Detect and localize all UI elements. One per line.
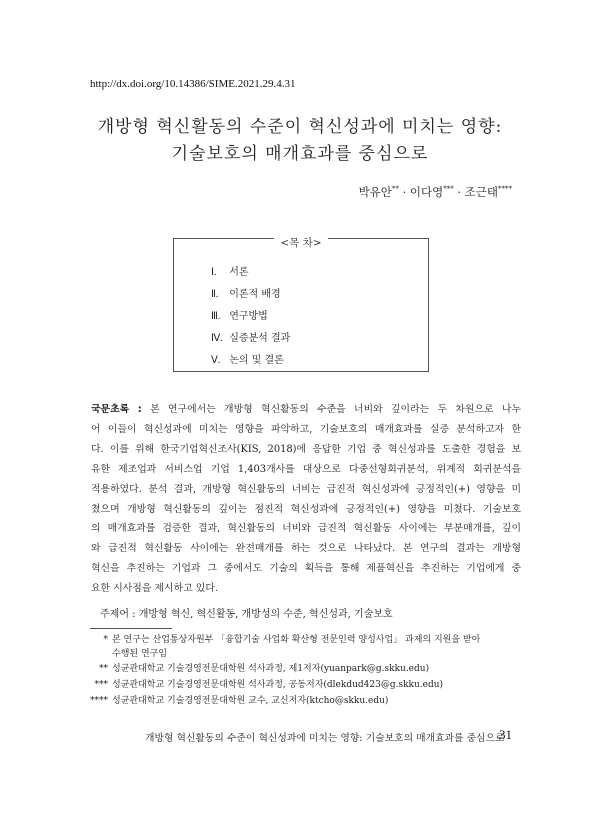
toc-item-number: Ⅳ. [211, 333, 223, 344]
author-list [359, 184, 512, 200]
abstract-line [91, 400, 521, 420]
paper-title-line-2: 기술보호의 매개효과를 중심으로 [171, 144, 429, 164]
toc-item-label: 서론 [229, 267, 249, 278]
doi-link[interactable]: http://dx.doi.org/10.14386/SIME.2021.29.4.31 [90, 78, 296, 90]
toc-item-label: 실증분석 결과 [229, 333, 291, 344]
abstract-text: 본 연구에서는 개방형 혁신활동의 수준을 너비와 깊이라는 두 차원으로 나누 [150, 404, 521, 415]
footnote-mark: * [103, 635, 108, 645]
keywords: 주제어 : 개방형 혁신, 혁신활동, 개방성의 수준, 혁신성과, 기술보호 [100, 609, 393, 620]
footnote-text: 본 연구는 산업통상자원부 「융합기술 사업화 확산형 전문인력 양성사업」 과제의 지원을 받아 [112, 635, 481, 645]
footnote [84, 695, 388, 708]
running-head: 개방형 혁신활동의 수준이 혁신성과에 미치는 영향: 기술보호의 매개효과를 중심으로 [145, 733, 505, 744]
footnote-text: 성균관대학교 기술경영전문대학원 교수, 교신저자(ktcho@skku.edu) [112, 696, 389, 706]
toc-title: <목 차> [274, 237, 327, 249]
toc-item [211, 307, 268, 322]
abstract-line: 다. 이를 위해 한국기업혁신조사(KIS, 2018)에 응답한 기업 중 혁신성과를 도출한 경험을 보 [91, 443, 521, 455]
author-mark: **** [498, 185, 512, 193]
abstract [91, 400, 521, 599]
abstract-line: 의 매개효과를 검증한 결과, 혁신활동의 너비와 급진적 혁신활동 사이에는 부분매개를, 깊이 [91, 523, 521, 535]
abstract-line: 유한 제조업과 서비스업 기업 1,403개사를 대상으로 다중선형회귀분석, 위계적 회귀분석을 [91, 463, 521, 475]
footnote [98, 634, 480, 647]
footnote [88, 679, 443, 692]
abstract-line: 적용하였다. 분석 결과, 개방형 혁신활동의 너비는 급진적 혁신성과에 긍정적인(+) 영향을 미 [91, 483, 521, 495]
toc-item-number: Ⅲ. [211, 311, 221, 322]
page-number: 31 [499, 727, 512, 742]
abstract-line: 와 급진적 혁신활동 사이에는 완전매개를 하는 것으로 나타났다. 본 연구의 결과는 개방형 [91, 543, 521, 555]
author-separator: · [402, 185, 407, 199]
footnote-text: 성균관대학교 기술경영전문대학원 석사과정, 제1저자(yuanpark@g.skku.edu) [112, 664, 430, 674]
abstract-label: 국문초록 : [91, 404, 142, 415]
author-mark: *** [443, 185, 454, 193]
footnote-text: 성균관대학교 기술경영전문대학원 석사과정, 공동저자(dlekdud423@g.skku.edu) [112, 680, 444, 690]
toc-item [211, 263, 249, 278]
toc-item-label: 논의 및 결론 [229, 355, 284, 366]
table-of-contents [173, 238, 429, 372]
abstract-line: 혁신을 추진하는 기업과 그 중에서도 기술의 획득을 통해 제품혁신을 추진하는 기업에게 중 [91, 563, 521, 575]
toc-item [211, 285, 281, 300]
toc-item [211, 351, 284, 366]
abstract-line: 쳤으며 개방형 혁신활동의 깊이는 점진적 혁신성과에 긍정적인(+) 영향을 미쳤다. 기술보호 [91, 503, 521, 515]
footnote-mark: *** [94, 680, 108, 690]
footnote-mark: **** [90, 696, 108, 706]
author-name: 이다영 [409, 185, 444, 199]
toc-item-number: Ⅴ. [211, 355, 221, 366]
toc-item [211, 329, 290, 344]
abstract-line: 요한 시사점을 제시하고 있다. [91, 583, 219, 595]
toc-item-label: 이론적 배경 [229, 289, 281, 300]
footnote-mark: ** [99, 664, 108, 674]
footnote-continuation: 수행된 연구임 [112, 649, 168, 659]
footnote [88, 663, 429, 676]
toc-item-number: Ⅱ. [211, 289, 219, 300]
paper-title-line-1: 개방형 혁신활동의 수준이 혁신성과에 미치는 영향: [97, 117, 503, 137]
abstract-line: 어 이들이 혁신성과에 미치는 영향을 파악하고, 기술보호의 매개효과를 실증 분석하고자 한 [91, 423, 521, 435]
author-name: 박유안 [358, 185, 392, 199]
author-separator: · [457, 185, 462, 199]
toc-item-number: Ⅰ. [211, 267, 217, 278]
footnote-divider [90, 628, 172, 629]
author-mark: ** [391, 185, 399, 193]
toc-item-label: 연구방법 [229, 311, 268, 322]
author-name: 조근태 [464, 185, 498, 199]
